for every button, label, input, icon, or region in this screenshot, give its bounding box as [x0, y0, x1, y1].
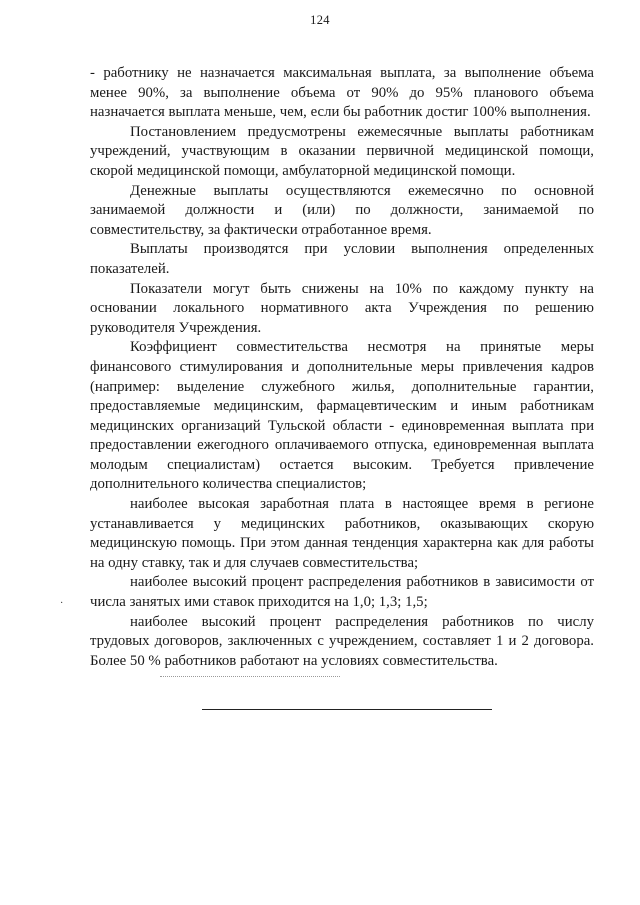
- body-text: [90, 64, 594, 671]
- scan-artifact-line: [160, 676, 340, 677]
- paragraph-3: Денежные выплаты осуществляются ежемесячно по основной занимаемой должности и (или) по должности, занимаемой по совместительству, за фактически отработанное время.: [90, 182, 594, 238]
- paragraph-6: Коэффициент совместительства несмотря на принятые меры финансового стимулирования и дополнительные меры привлечения кадров (например: выделение служебного жилья, дополнительные гарантии, предоставляемые медицинским, фармацевтическим и иным работникам медицинских организаций Тульской области - единовременная выплата при предоставлении ежегодного оплачиваемого отпуска, единовременная выплата молодым специалистам) остается высоким. Требуется привлечение дополнительного количества специалистов;: [90, 339, 594, 493]
- paragraph-2: Постановлением предусмотрены ежемесячные выплаты работникам учреждений, участвующим в оказании первичной медицинской помощи, скорой медицинской помощи, амбулаторной медицинской помощи.: [90, 123, 594, 179]
- page-number: 124: [310, 13, 330, 27]
- paragraph-8: наиболее высокий процент распределения работников в зависимости от числа занятых ими ставок приходится на 1,0; 1,3; 1,5;: [90, 574, 594, 611]
- bottom-rule: [202, 709, 492, 710]
- paragraph-4: Выплаты производятся при условии выполнения определенных показателей.: [90, 241, 594, 277]
- paragraph-7: наиболее высокая заработная плата в настоящее время в регионе устанавливается у медицинских работников, оказывающих скорую медицинскую помощь. При этом данная тенденция характерна как для работы на одну ставку, так и для случаев совместительства;: [90, 496, 594, 571]
- paragraph-1: - работнику не назначается максимальная выплата, за выполнение объема менее 90%, за выполнение объема от 90% до 95% планового объема назначается выплата меньше, чем, если бы работник достиг 100% выполнения.: [90, 65, 594, 121]
- paragraph-5: Показатели могут быть снижены на 10% по каждому пункту на основании локального нормативного акта Учреждения по решению руководителя Учреждения.: [90, 280, 594, 336]
- paragraph-9: наиболее высокий процент распределения работников по числу трудовых договоров, заключенных с учреждением, составляет 1 и 2 договора. Более 50 % работников работают на условиях совместительства.: [90, 613, 594, 669]
- scan-stray-mark: ·: [60, 598, 64, 609]
